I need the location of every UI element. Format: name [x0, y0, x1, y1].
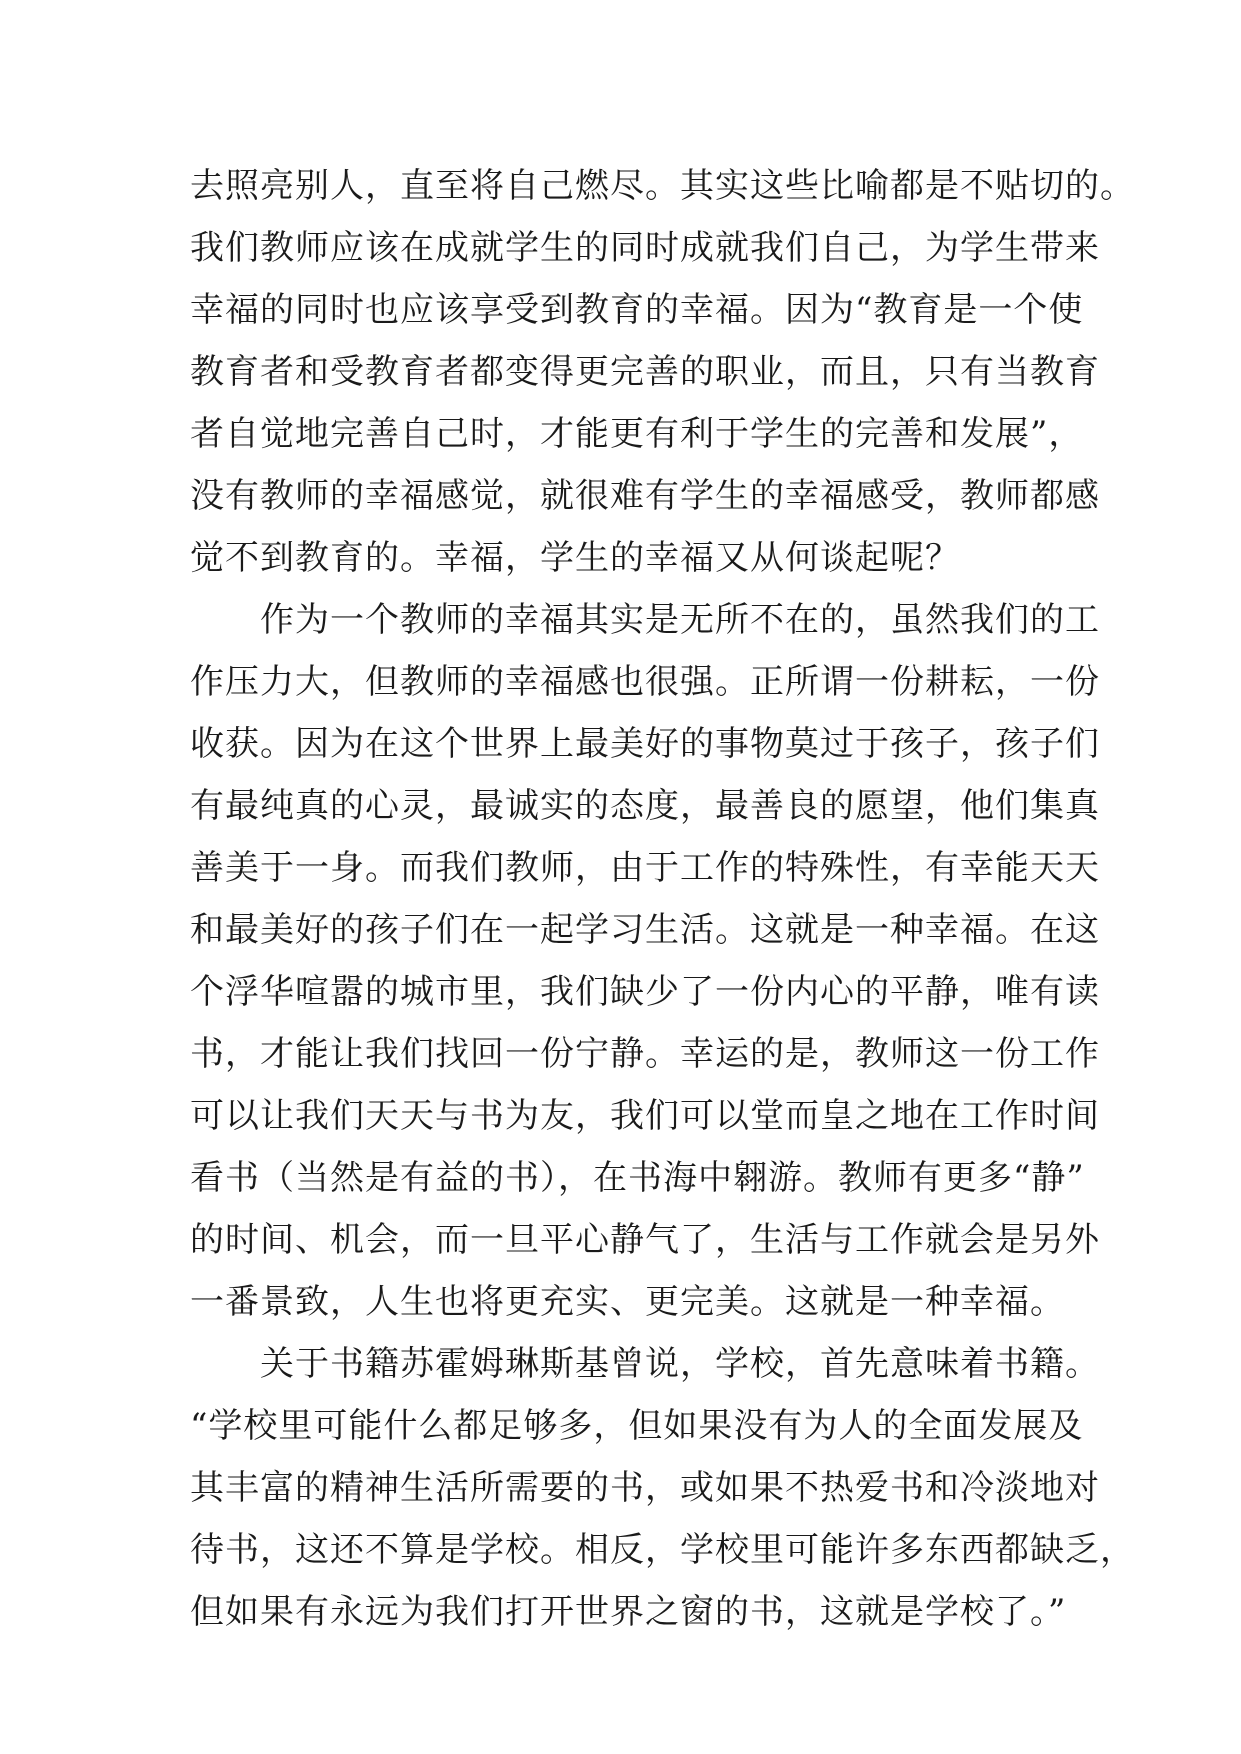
- text-line: 收获。因为在这个世界上最美好的事物莫过于孩子，孩子们: [190, 724, 1100, 764]
- text-line: 没有教师的幸福感觉，就很难有学生的幸福感受，教师都感: [190, 476, 1100, 516]
- text-line: 可以让我们天天与书为友，我们可以堂而皇之地在工作时间: [190, 1096, 1100, 1136]
- text-line: 和最美好的孩子们在一起学习生活。这就是一种幸福。在这: [190, 910, 1100, 950]
- text-line: 有最纯真的心灵，最诚实的态度，最善良的愿望，他们集真: [190, 786, 1100, 826]
- text-line: 看书（当然是有益的书），在书海中翱游。教师有更多“静”: [190, 1158, 1085, 1198]
- text-line: 的时间、机会，而一旦平心静气了，生活与工作就会是另外: [190, 1220, 1100, 1260]
- text-line: 觉不到教育的。幸福，学生的幸福又从何谈起呢？: [190, 538, 960, 578]
- text-line: 教育者和受教育者都变得更完善的职业，而且，只有当教育: [190, 352, 1100, 392]
- text-line: 幸福的同时也应该享受到教育的幸福。因为“教育是一个使: [190, 290, 1084, 330]
- text-line: 其丰富的精神生活所需要的书，或如果不热爱书和冷淡地对: [190, 1468, 1100, 1508]
- text-line: 但如果有永远为我们打开世界之窗的书，这就是学校了。”: [190, 1592, 1067, 1632]
- text-line: 书，才能让我们找回一份宁静。幸运的是，教师这一份工作: [190, 1034, 1100, 1074]
- text-line: “学校里可能什么都足够多，但如果没有为人的全面发展及: [190, 1406, 1084, 1446]
- text-line: 善美于一身。而我们教师，由于工作的特殊性，有幸能天天: [190, 848, 1100, 888]
- text-line: 关于书籍苏霍姆琳斯基曾说，学校，首先意味着书籍。: [190, 1344, 1100, 1384]
- text-line: 我们教师应该在成就学生的同时成就我们自己，为学生带来: [190, 228, 1100, 268]
- text-line: 个浮华喧嚣的城市里，我们缺少了一份内心的平静，唯有读: [190, 972, 1100, 1012]
- text-line: 去照亮别人，直至将自己燃尽。其实这些比喻都是不贴切的。: [190, 166, 1135, 206]
- text-line: 作压力大，但教师的幸福感也很强。正所谓一份耕耘，一份: [190, 662, 1100, 702]
- text-line: 待书，这还不算是学校。相反，学校里可能许多东西都缺乏，: [190, 1530, 1135, 1570]
- text-line: 一番景致，人生也将更充实、更完美。这就是一种幸福。: [190, 1282, 1065, 1322]
- text-line: 者自觉地完善自己时，才能更有利于学生的完善和发展”，: [190, 414, 1084, 454]
- body-text: [190, 155, 1135, 1643]
- text-line: 作为一个教师的幸福其实是无所不在的，虽然我们的工: [190, 600, 1100, 640]
